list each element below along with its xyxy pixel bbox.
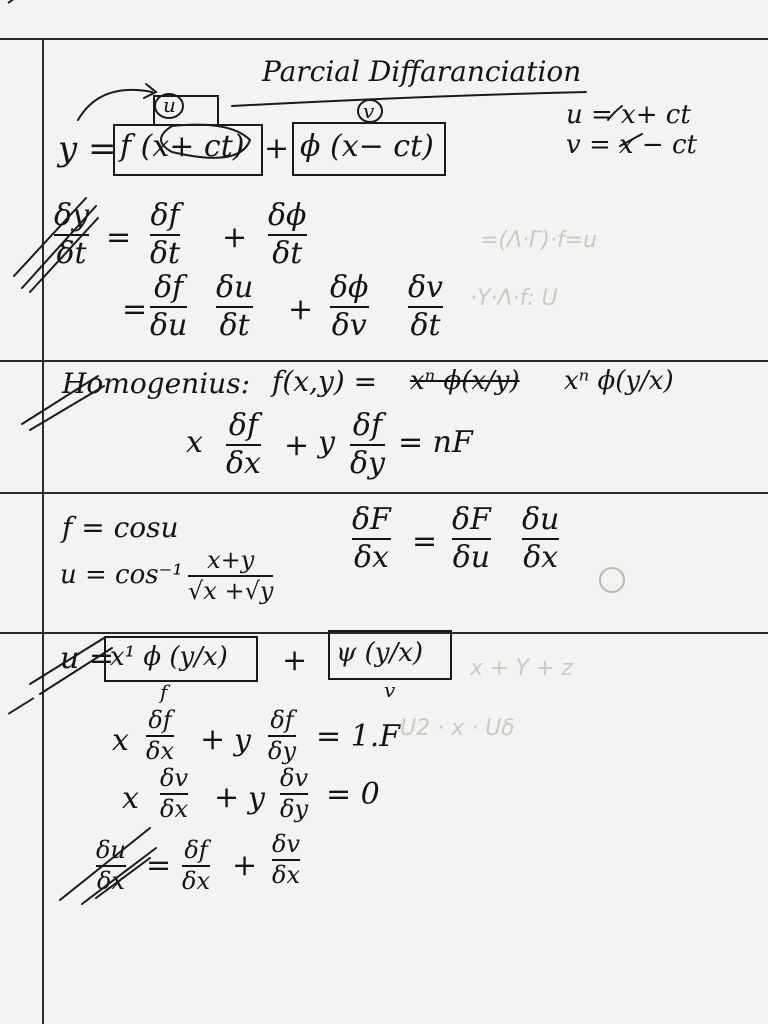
du-dt-num: δu (216, 270, 254, 305)
dv-dt-den: δt (410, 307, 441, 343)
equals-sign: = (122, 292, 148, 327)
page-title: Parcial Diffaranciation (262, 55, 582, 88)
du-dt-den: δt (219, 307, 250, 343)
phi-term: ϕ (x− ct) (300, 129, 434, 164)
label-f: f (160, 680, 168, 704)
e2-dv-dy-den: δy (280, 795, 309, 824)
plus-sign: + (222, 220, 248, 255)
euler-y: y (318, 425, 335, 460)
e3-du-dx-num: δu (96, 836, 126, 864)
du-dt-fraction (216, 272, 253, 341)
e3-dv-dx-fraction (272, 832, 300, 888)
dphi-dt-den: δt (272, 235, 303, 271)
e1-df-dx-num: δf (148, 706, 172, 734)
euler-rhs: = nF (398, 425, 473, 460)
dy-dt-fraction (54, 200, 89, 269)
e1-df-dy-fraction (268, 708, 296, 764)
f-cos-definition: f = cosu (62, 511, 179, 544)
dF-du-den: δu (452, 539, 491, 575)
faint-circle-x (600, 568, 624, 592)
arrow-head (144, 84, 156, 98)
term2: ψ (y/x) (336, 638, 424, 668)
struck-form: xⁿ ϕ(x/y) (410, 366, 520, 396)
plus-sign: + (214, 780, 240, 815)
dF-du-fraction (452, 504, 491, 573)
dphi-dt-fraction (268, 200, 307, 269)
dv-dt-num: δv (408, 270, 444, 305)
e2-dv-dx-num: δv (160, 764, 189, 792)
dy-dt-num: δy (54, 198, 90, 233)
e2-y: y (248, 781, 265, 816)
e1-x: x (112, 723, 129, 758)
e2-x: x (122, 781, 139, 816)
df-dx-den: δx (226, 445, 261, 481)
dv-dt-fraction (408, 272, 443, 341)
dy-dt-den: δt (56, 235, 87, 271)
equals-sign: = (146, 848, 172, 883)
equals-sign: = (106, 220, 132, 255)
df-dt-num: δf (150, 198, 180, 233)
section4-plus: + (282, 643, 308, 678)
homogeneous-definition: f(x,y) = (272, 365, 378, 398)
df-du-fraction (150, 272, 187, 341)
bleed-through-3: x + Y + z (470, 656, 573, 681)
dphi-dv-den: δv (331, 307, 367, 343)
bleed-through-4: U2 · x · Uδ (400, 716, 515, 741)
df-du-den: δu (150, 307, 188, 343)
v-label: v (363, 99, 375, 123)
ruled-line-top (0, 38, 768, 40)
plus-sign: + (284, 428, 310, 463)
bleed-through-2: ·Y·Λ·f: U (470, 286, 558, 311)
f-term: f (x+ ct) (120, 129, 245, 164)
dphi-dv-fraction (330, 272, 369, 341)
df-dx-fraction (226, 410, 261, 479)
df-dy-den: δy (350, 445, 386, 481)
equation-y-lhs: y = (58, 129, 117, 169)
substitution-u: u = x+ ct (566, 100, 691, 130)
dF-dx-den: δx (353, 539, 389, 575)
e1-df-dy-den: δy (268, 737, 297, 766)
e3-df-dx-den: δx (182, 867, 210, 896)
ruled-line-1 (0, 360, 768, 362)
plus-sign: + (232, 848, 258, 883)
homogenius-label: Homogenius: (62, 367, 251, 400)
e3-dv-dx-den: δx (272, 861, 300, 890)
dphi-dt-num: δϕ (268, 198, 307, 233)
du-dx-fraction (522, 504, 559, 573)
e1-df-dy-num: δf (270, 706, 294, 734)
u-label: u (163, 93, 176, 117)
e3-dv-dx-num: δv (272, 830, 301, 858)
e3-df-dx-fraction (182, 838, 210, 894)
e2-rhs: = 0 (326, 777, 380, 812)
dF-dx-num: δF (352, 502, 391, 537)
df-dt-fraction (150, 200, 180, 269)
df-du-num: δf (154, 270, 184, 305)
df-dy-num: δf (352, 408, 383, 443)
homogeneous-form: xⁿ ϕ(y/x) (564, 366, 674, 396)
plus-sign: + (288, 292, 314, 327)
ruled-line-2 (0, 492, 768, 494)
plus-sign: + (264, 131, 290, 166)
e1-df-dx-den: δx (146, 737, 174, 766)
e1-y: y (234, 723, 251, 758)
u-arccos-num: x+y (207, 546, 255, 574)
e2-dv-dy-num: δv (280, 764, 309, 792)
du-dx-num: δu (522, 502, 560, 537)
u-arccos-prefix: u = cos⁻¹ (60, 560, 183, 590)
df-dx-num: δf (228, 408, 259, 443)
euler-x: x (186, 425, 203, 460)
dphi-dv-num: δϕ (330, 270, 369, 305)
du-dx-den: δx (523, 539, 559, 575)
u-definition: u = (60, 641, 114, 676)
label-v: v (384, 678, 396, 702)
u-arccos-fraction (188, 548, 273, 604)
e3-df-dx-num: δf (184, 836, 208, 864)
e2-dv-dx-fraction (160, 766, 188, 822)
e3-du-dx-den: δx (96, 867, 125, 896)
plus-sign: + (200, 722, 226, 757)
substitution-v: v = x − ct (566, 130, 697, 160)
arrow-y-to-u (78, 90, 152, 120)
e3-du-dx-fraction (96, 838, 126, 894)
e1-df-dx-fraction (146, 708, 174, 764)
df-dt-den: δt (150, 235, 181, 271)
margin-line (42, 38, 44, 1024)
dF-du-num: δF (452, 502, 491, 537)
u-arccos-den: √x +√y (188, 577, 274, 606)
e2-dv-dx-den: δx (160, 795, 188, 824)
corner-mark (7, 0, 26, 4)
term1: x¹ ϕ (y/x) (110, 642, 228, 672)
title-underline (232, 92, 586, 106)
side-mark (8, 697, 35, 715)
dF-dx-fraction (352, 504, 391, 573)
bleed-through-1: =(Λ·Γ)·f=u (480, 228, 598, 253)
e2-dv-dy-fraction (280, 766, 308, 822)
df-dy-fraction (350, 410, 385, 479)
equals-sign: = (412, 524, 438, 559)
e1-rhs: = 1.F (316, 719, 401, 754)
